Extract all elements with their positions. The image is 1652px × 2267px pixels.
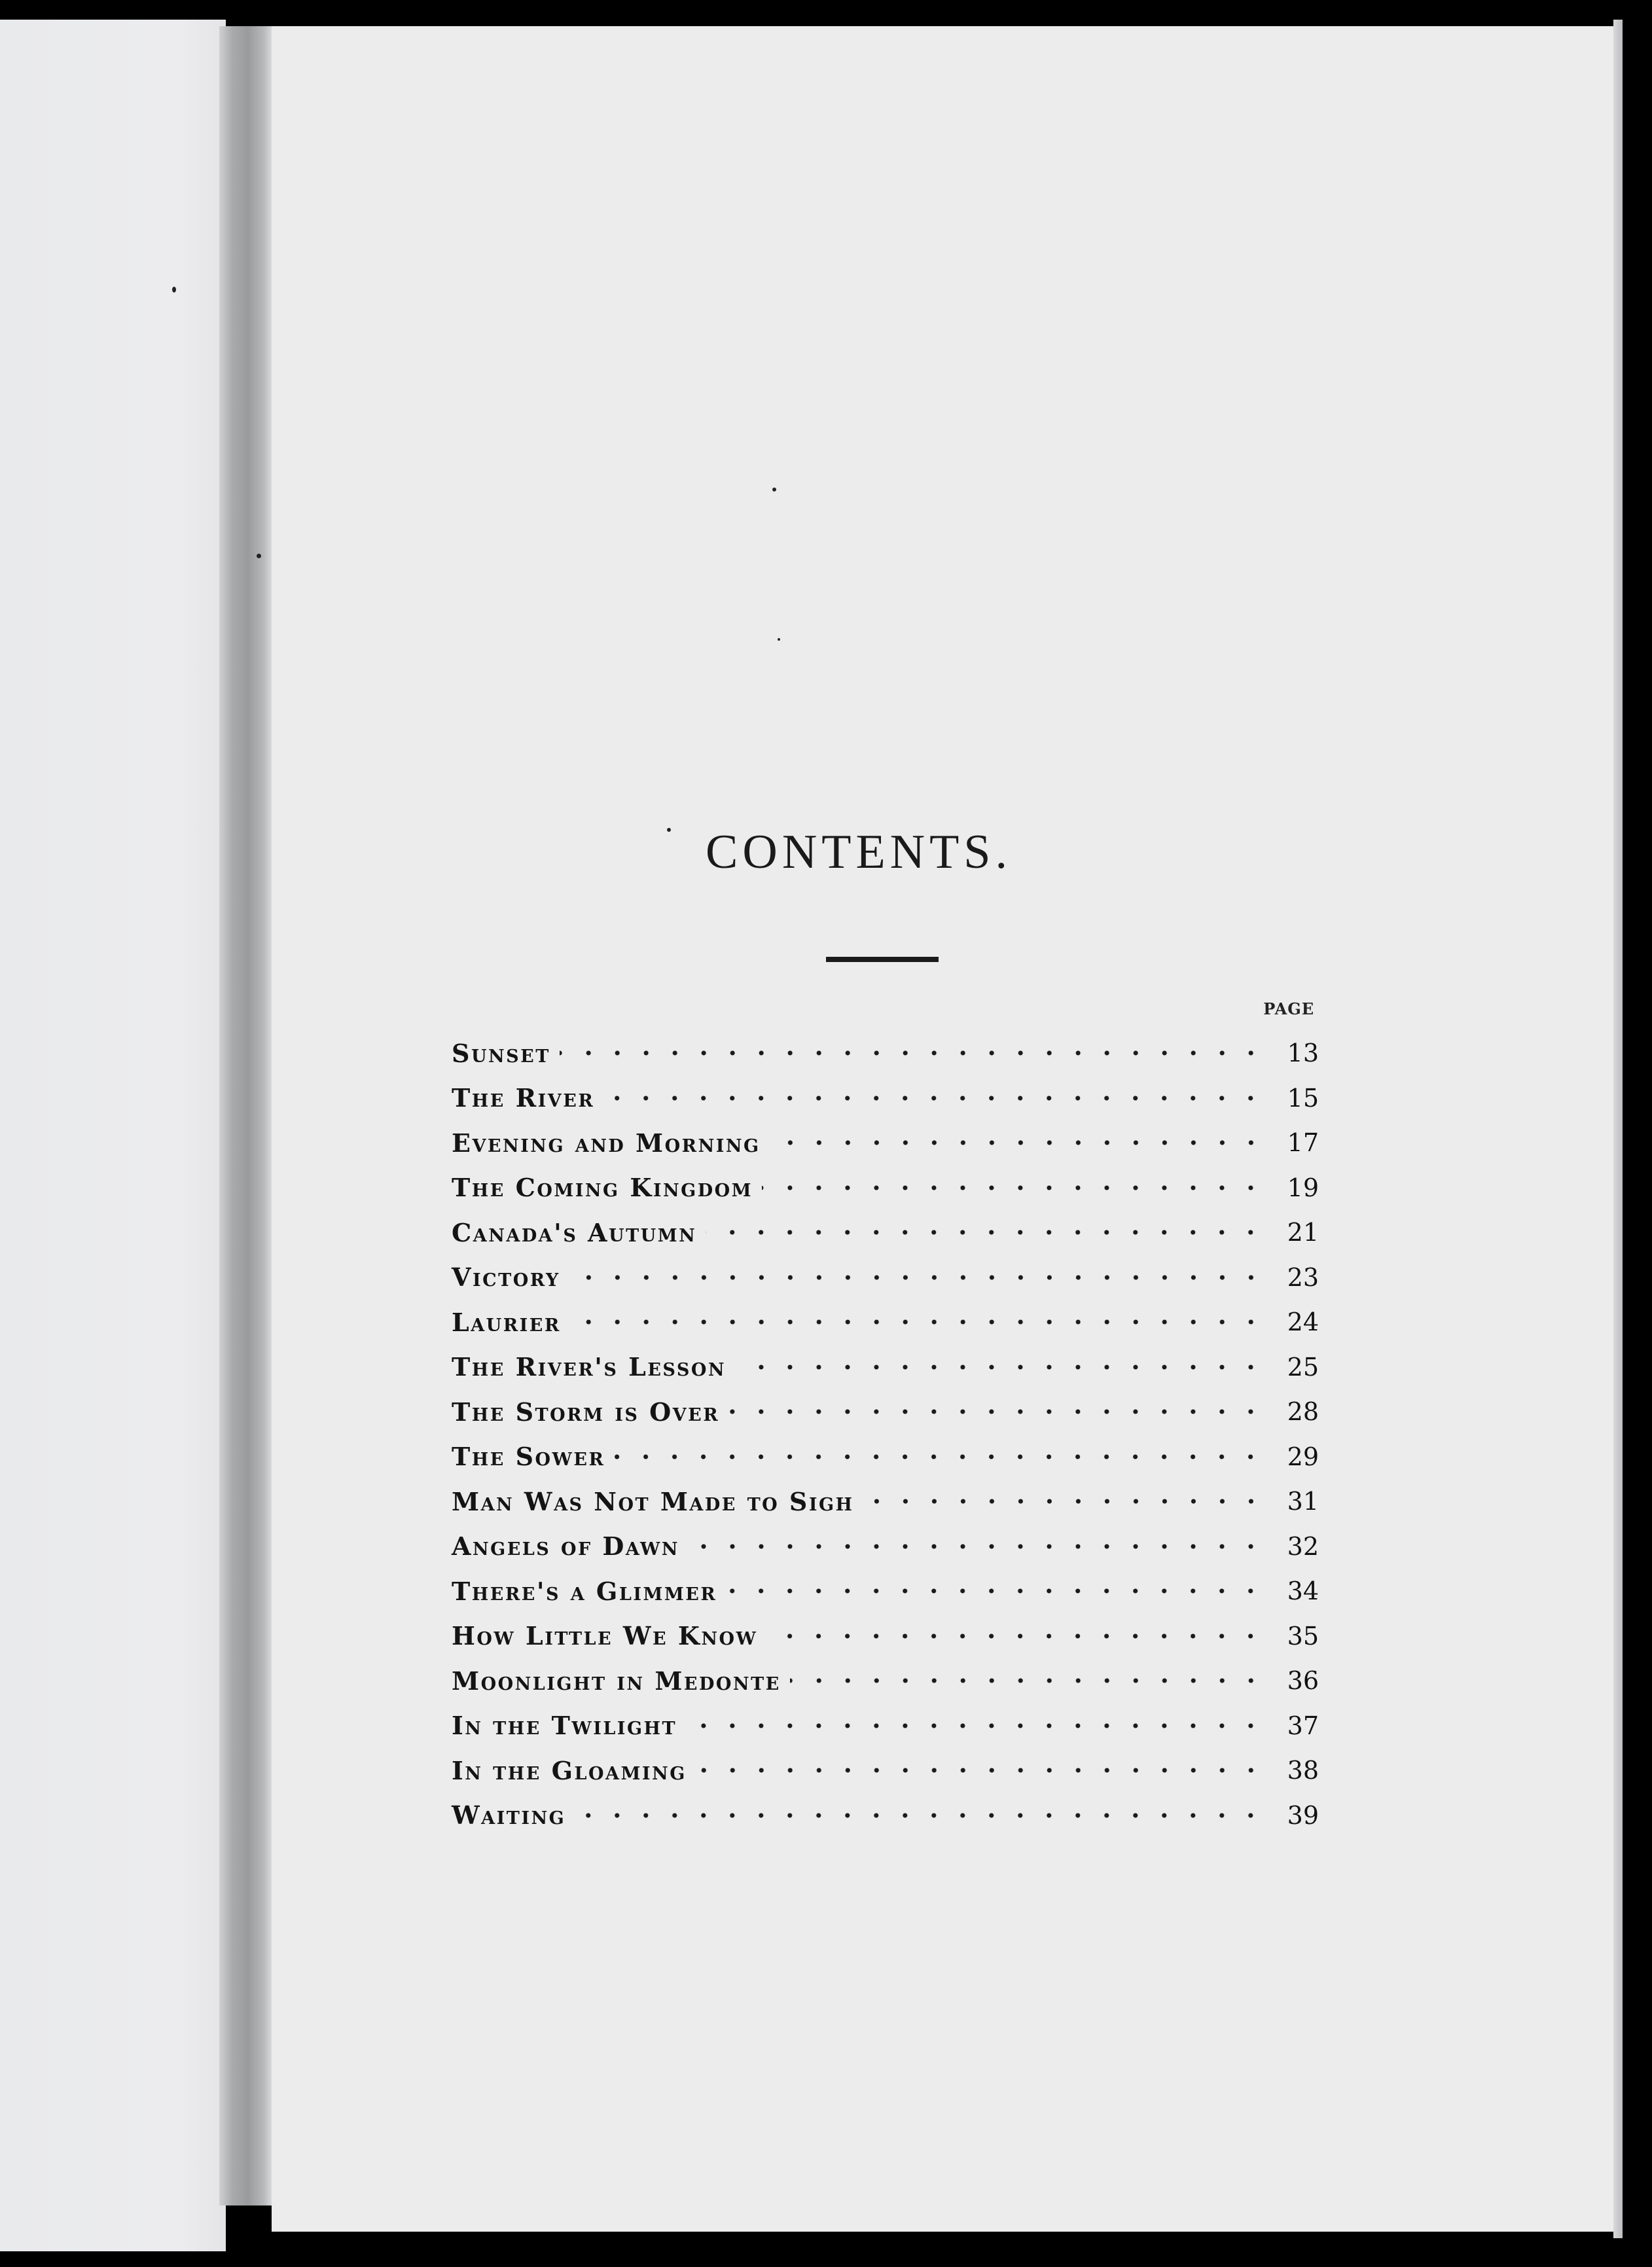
toc-leader-dots	[706, 1229, 1265, 1236]
toc-entry-title: Canada's Autumn	[452, 1217, 697, 1247]
toc-entry	[452, 1569, 1319, 1614]
toc-leader-dots	[603, 1095, 1265, 1101]
toc-entry-page: 35	[1287, 1621, 1319, 1651]
book-gutter	[219, 26, 272, 2205]
toc-entry	[452, 1255, 1319, 1300]
toc-entry-page: 15	[1287, 1083, 1319, 1113]
toc-entry-page: 38	[1287, 1756, 1319, 1785]
toc-entry-page: 36	[1287, 1666, 1319, 1696]
toc-entry	[452, 1748, 1319, 1793]
toc-entry	[452, 1300, 1319, 1345]
toc-entry-title: Man Was Not Made to Sigh	[452, 1486, 854, 1516]
toc-leader-dots	[696, 1767, 1265, 1774]
heading-rule	[826, 957, 939, 962]
toc-entry	[452, 1479, 1319, 1524]
page-column-label: PAGE	[1263, 999, 1314, 1018]
toc-entry-page: 24	[1287, 1308, 1319, 1337]
toc-leader-dots	[863, 1498, 1265, 1505]
toc-leader-dots	[689, 1543, 1265, 1550]
toc-entry-page: 23	[1287, 1262, 1319, 1292]
toc-entry-page: 34	[1287, 1577, 1319, 1606]
toc-entry-page: 32	[1287, 1531, 1319, 1561]
toc-entry	[452, 1389, 1319, 1435]
toc-entry	[452, 1345, 1319, 1390]
toc-leader-dots	[614, 1454, 1265, 1460]
toc-entry-page: 17	[1287, 1128, 1319, 1158]
page-right-edge	[1613, 20, 1623, 2238]
toc-entry-title: Victory	[452, 1262, 560, 1293]
toc-entry-title: Sunset	[452, 1038, 550, 1068]
toc-entry	[452, 1076, 1319, 1121]
toc-leader-dots	[726, 1588, 1265, 1594]
toc-entry	[452, 1614, 1319, 1659]
toc-entry-page: 29	[1287, 1442, 1319, 1471]
toc-leader-dots	[770, 1139, 1265, 1146]
toc-entry-title: The Sower	[452, 1442, 605, 1472]
toc-entry-page: 19	[1287, 1173, 1319, 1202]
scan-speck	[172, 287, 176, 293]
contents-heading: CONTENTS.	[706, 825, 1012, 879]
toc-entry	[452, 1524, 1319, 1569]
toc-entry-title: The River's Lesson	[452, 1352, 727, 1382]
toc-leader-dots	[735, 1364, 1265, 1370]
toc-leader-dots	[569, 1274, 1265, 1281]
toc-entry-title: Laurier	[452, 1307, 561, 1337]
toc-entry-title: Evening and Morning	[452, 1128, 761, 1158]
toc-entry-title: The Storm is Over	[452, 1397, 720, 1427]
toc-entry-page: 21	[1287, 1218, 1319, 1247]
toc-leader-dots	[728, 1408, 1265, 1415]
toc-entry-title: In the Gloaming	[452, 1755, 687, 1785]
table-of-contents	[452, 1031, 1319, 1838]
scan-speck	[257, 554, 261, 558]
toc-entry	[452, 1658, 1319, 1704]
toc-entry-title: Angels of Dawn	[452, 1531, 679, 1562]
toc-entry-page: 37	[1287, 1711, 1319, 1740]
scan-speck	[772, 488, 776, 491]
toc-leader-dots	[575, 1812, 1265, 1819]
toc-entry	[452, 1166, 1319, 1211]
toc-entry-title: Moonlight in Medonte	[452, 1666, 781, 1696]
toc-entry	[452, 1704, 1319, 1749]
toc-leader-dots	[570, 1319, 1265, 1325]
toc-entry-title: There's a Glimmer	[452, 1576, 717, 1606]
toc-leader-dots	[766, 1633, 1265, 1639]
toc-entry	[452, 1210, 1319, 1255]
toc-entry-title: The River	[452, 1083, 595, 1113]
toc-entry-title: In the Twilight	[452, 1711, 677, 1741]
toc-leader-dots	[560, 1050, 1265, 1056]
toc-leader-dots	[686, 1723, 1265, 1729]
left-page-edge	[0, 20, 226, 2251]
toc-entry-page: 13	[1287, 1039, 1319, 1068]
toc-entry-title: Waiting	[452, 1800, 566, 1830]
toc-entry-page: 39	[1287, 1800, 1319, 1830]
toc-entry-title: The Coming Kingdom	[452, 1173, 753, 1203]
toc-entry	[452, 1435, 1319, 1480]
toc-entry-page: 28	[1287, 1397, 1319, 1427]
scan-speck	[778, 638, 780, 641]
toc-entry-page: 25	[1287, 1352, 1319, 1382]
toc-entry-title: How Little We Know	[452, 1621, 758, 1651]
toc-entry-page: 31	[1287, 1487, 1319, 1516]
toc-entry	[452, 1031, 1319, 1076]
toc-entry	[452, 1120, 1319, 1166]
toc-entry	[452, 1793, 1319, 1838]
toc-leader-dots	[790, 1677, 1265, 1684]
toc-leader-dots	[762, 1185, 1265, 1191]
